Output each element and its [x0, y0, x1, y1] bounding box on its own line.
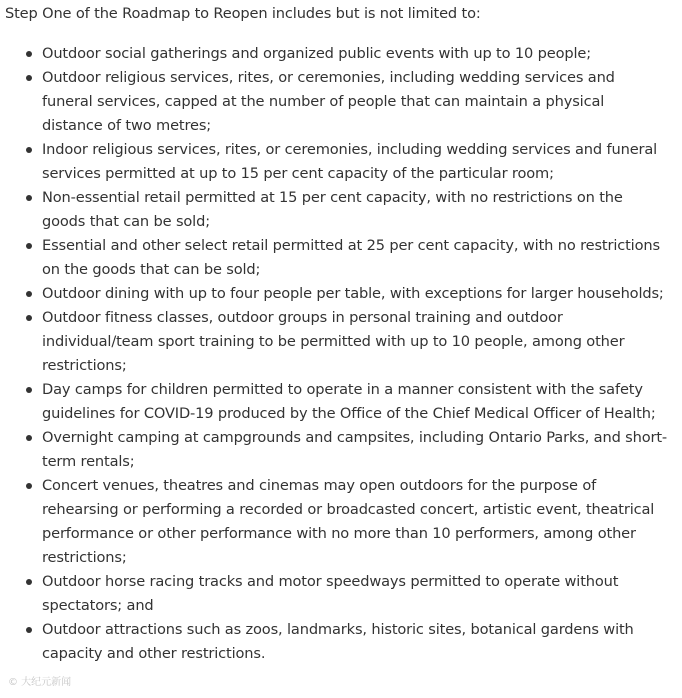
roadmap-step-one-list [5, 42, 668, 666]
list-item [5, 282, 668, 306]
list-item-text: Indoor religious services, rites, or ceremonies, including wedding services and funeral services permitted at up to 15 per cent capacity of the particular room; [42, 141, 658, 182]
bullet-dot-icon [26, 387, 32, 393]
list-item-text: Outdoor religious services, rites, or ceremonies, including wedding services and funeral services, capped at the number of people that can maintain a physical distance of two metres; [42, 69, 615, 134]
list-item-text: Outdoor dining with up to four people per table, with exceptions for larger households; [42, 285, 664, 302]
list-item-text: Essential and other select retail permitted at 25 per cent capacity, with no restrictions on the goods that can be sold; [42, 237, 660, 278]
bullet-dot-icon [26, 51, 32, 57]
list-item [5, 426, 668, 474]
list-item [5, 138, 668, 186]
bullet-dot-icon [26, 435, 32, 441]
intro-text: Step One of the Roadmap to Reopen includes but is not limited to: [5, 5, 481, 22]
list-item [5, 234, 668, 282]
bullet-dot-icon [26, 75, 32, 81]
list-item-text: Outdoor horse racing tracks and motor speedways permitted to operate without spectators; and [42, 573, 619, 614]
list-item [5, 66, 668, 138]
list-item [5, 474, 668, 570]
list-item [5, 42, 668, 66]
list-item-text: Outdoor attractions such as zoos, landmarks, historic sites, botanical gardens with capacity and other restrictions. [42, 621, 634, 662]
bullet-dot-icon [26, 315, 32, 321]
list-item [5, 618, 668, 666]
list-item-text: Day camps for children permitted to operate in a manner consistent with the safety guidelines for COVID-19 produced by the Office of the Chief Medical Officer of Health; [42, 381, 656, 422]
watermark: © 大纪元新闻 [8, 677, 72, 688]
bullet-dot-icon [26, 243, 32, 249]
list-item-text: Concert venues, theatres and cinemas may open outdoors for the purpose of rehearsing or performing a recorded or broadcasted concert, artistic event, theatrical performance or other performance with no more than 10 performers, among other restrictions; [42, 477, 655, 566]
list-item [5, 186, 668, 234]
bullet-dot-icon [26, 291, 32, 297]
list-item-text: Outdoor social gatherings and organized public events with up to 10 people; [42, 45, 591, 62]
list-item [5, 570, 668, 618]
list-item-text: Non-essential retail permitted at 15 per cent capacity, with no restrictions on the goods that can be sold; [42, 189, 623, 230]
list-item [5, 378, 668, 426]
list-item [5, 306, 668, 378]
bullet-dot-icon [26, 483, 32, 489]
bullet-dot-icon [26, 195, 32, 201]
list-item-text: Outdoor fitness classes, outdoor groups in personal training and outdoor individual/team sport training to be permitted with up to 10 people, among other restrictions; [42, 309, 625, 374]
bullet-dot-icon [26, 579, 32, 585]
bullet-dot-icon [26, 627, 32, 633]
list-item-text: Overnight camping at campgrounds and campsites, including Ontario Parks, and short-term rentals; [42, 429, 668, 470]
bullet-dot-icon [26, 147, 32, 153]
